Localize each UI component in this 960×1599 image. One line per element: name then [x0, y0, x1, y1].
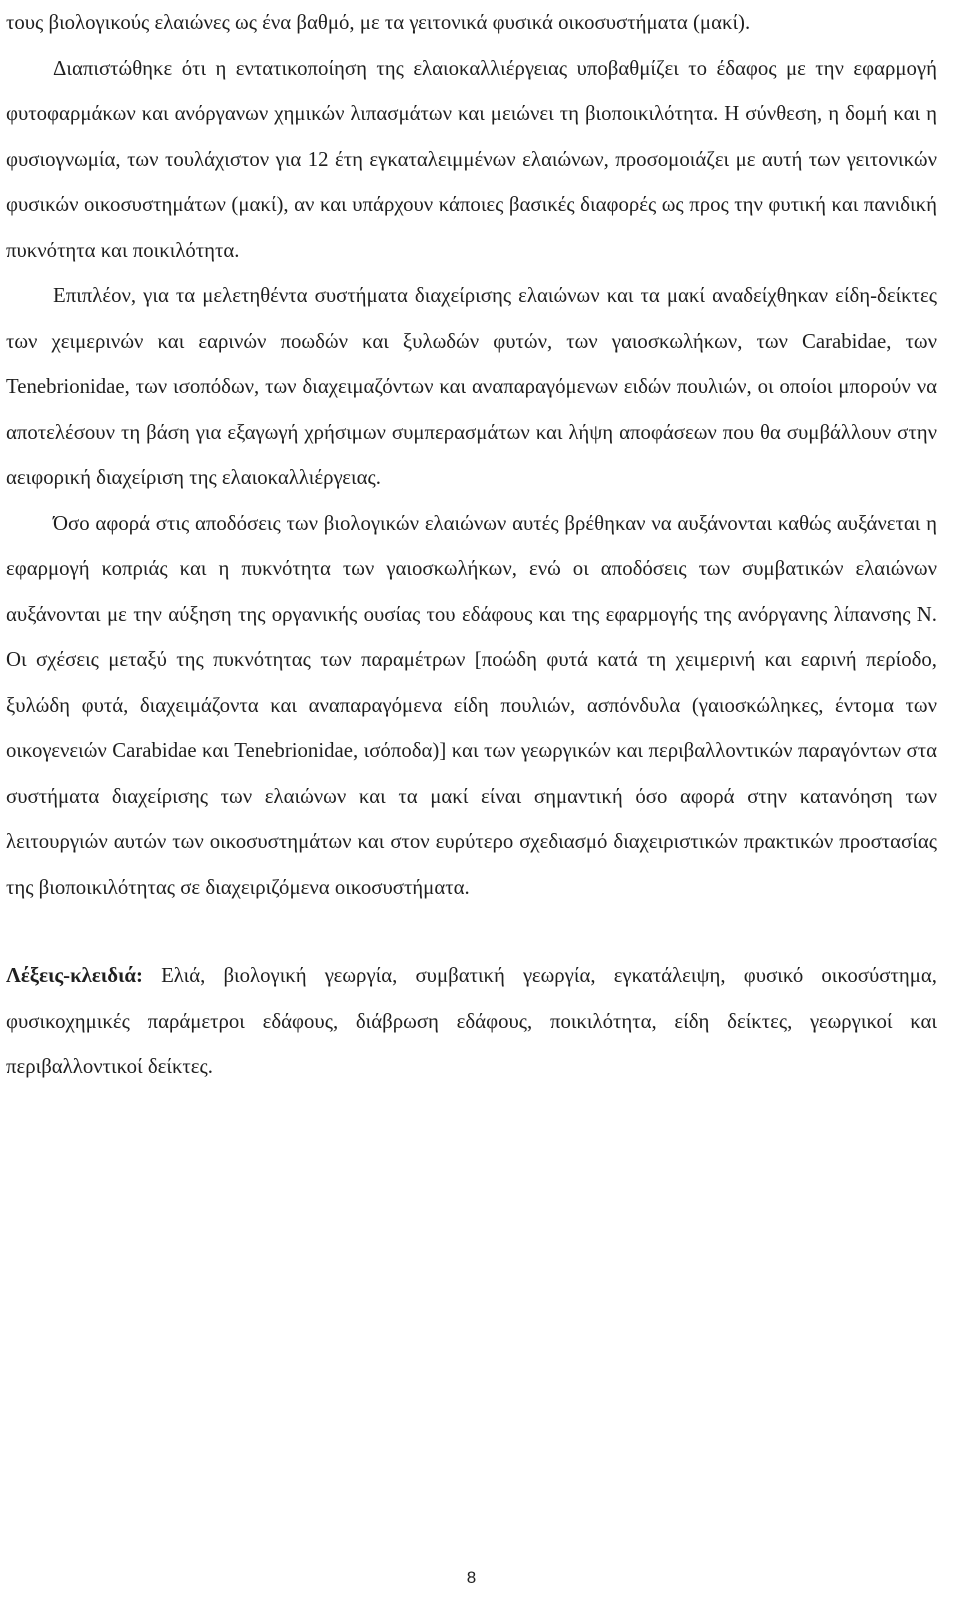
paragraph-soil-degradation: Διαπιστώθηκε ότι η εντατικοποίηση της ελαιοκαλλιέργειας υποβαθμίζει το έδαφος με την εφαρμογή φυτοφαρμάκων και ανόργανων χημικών λιπασμάτων και μειώνει τη βιοποικιλότητα. Η σύνθεση, η δομή και η φυσιογνωμία, των τουλάχιστον για 12 έτη εγκαταλειμμένων ελαιώνων, προσομοιάζει με αυτή των γειτονικών φυσικών οικοσυστημάτων (μακί), αν και υπάρχουν κάποιες βασικές διαφορές ως προς την φυτική και πανιδική πυκνότητα και ποικιλότητα.: [6, 56, 937, 262]
page-number: 8: [466, 1568, 477, 1587]
document-page: [6, 0, 937, 1090]
paragraph-continuation: τους βιολογικούς ελαιώνες ως ένα βαθμό, με τα γειτονικά φυσικά οικοσυστήματα (μακί).: [6, 11, 751, 34]
paragraph-yields: Όσο αφορά στις αποδόσεις των βιολογικών ελαιώνων αυτές βρέθηκαν να αυξάνονται καθώς αυξάνεται η εφαρμογή κοπριάς και η πυκνότητα των γαιοσκωλήκων, ενώ οι αποδόσεις των συμβατικών ελαιώνων αυξάνονται με την αύξηση της οργανικής ουσίας του εδάφους και της εφαρμογής της ανόργανης λίπανσης N. Οι σχέσεις μεταξύ της πυκνότητας των παραμέτρων [ποώδη φυτά κατά τη χειμερινή και εαρινή περίοδο, ξυλώδη φυτά, διαχειμάζοντα και αναπαραγόμενα είδη πουλιών, ασπόνδυλα (γαιοσκώληκες, έντομα των οικογενειών Carabidae και Tenebrionidae, ισόποδα)] και των γεωργικών και περιβαλλοντικών παραγόντων στα συστήματα διαχείρισης των ελαιώνων και τα μακί είναι σημαντική όσο αφορά στην κατανόηση των λειτουργιών αυτών των οικοσυστημάτων και στον ευρύτερο σχεδιασμό διαχειριστικών πρακτικών προστασίας της βιοποικιλότητας σε διαχειριζόμενα οικοσυστήματα.: [6, 511, 937, 899]
keywords-text: Ελιά, βιολογική γεωργία, συμβατική γεωργία, εγκατάλειψη, φυσικό οικοσύστημα, φυσικοχημικές παράμετροι εδάφους, διάβρωση εδάφους, ποικιλότητα, είδη δείκτες, γεωργικοί και περιβαλλοντικοί δείκτες.: [6, 964, 937, 1078]
keywords-section: [6, 953, 937, 1090]
paragraph-indicator-species: Επιπλέον, για τα μελετηθέντα συστήματα διαχείρισης ελαιώνων και τα μακί αναδείχθηκαν είδη-δείκτες των χειμερινών και εαρινών ποωδών και ξυλωδών φυτών, των γαιοσκωλήκων, των Carabidae, των Tenebrionidae, των ισοπόδων, των διαχειμαζόντων και αναπαραγόμενων ειδών πουλιών, οι οποίοι μπορούν να αποτελέσουν τη βάση για εξαγωγή χρήσιμων συμπερασμάτων και λήψη αποφάσεων που θα συμβάλλουν στην αειφορική διαχείριση της ελαιοκαλλιέργειας.: [6, 284, 937, 489]
keywords-label: Λέξεις-κλειδιά:: [6, 964, 143, 987]
